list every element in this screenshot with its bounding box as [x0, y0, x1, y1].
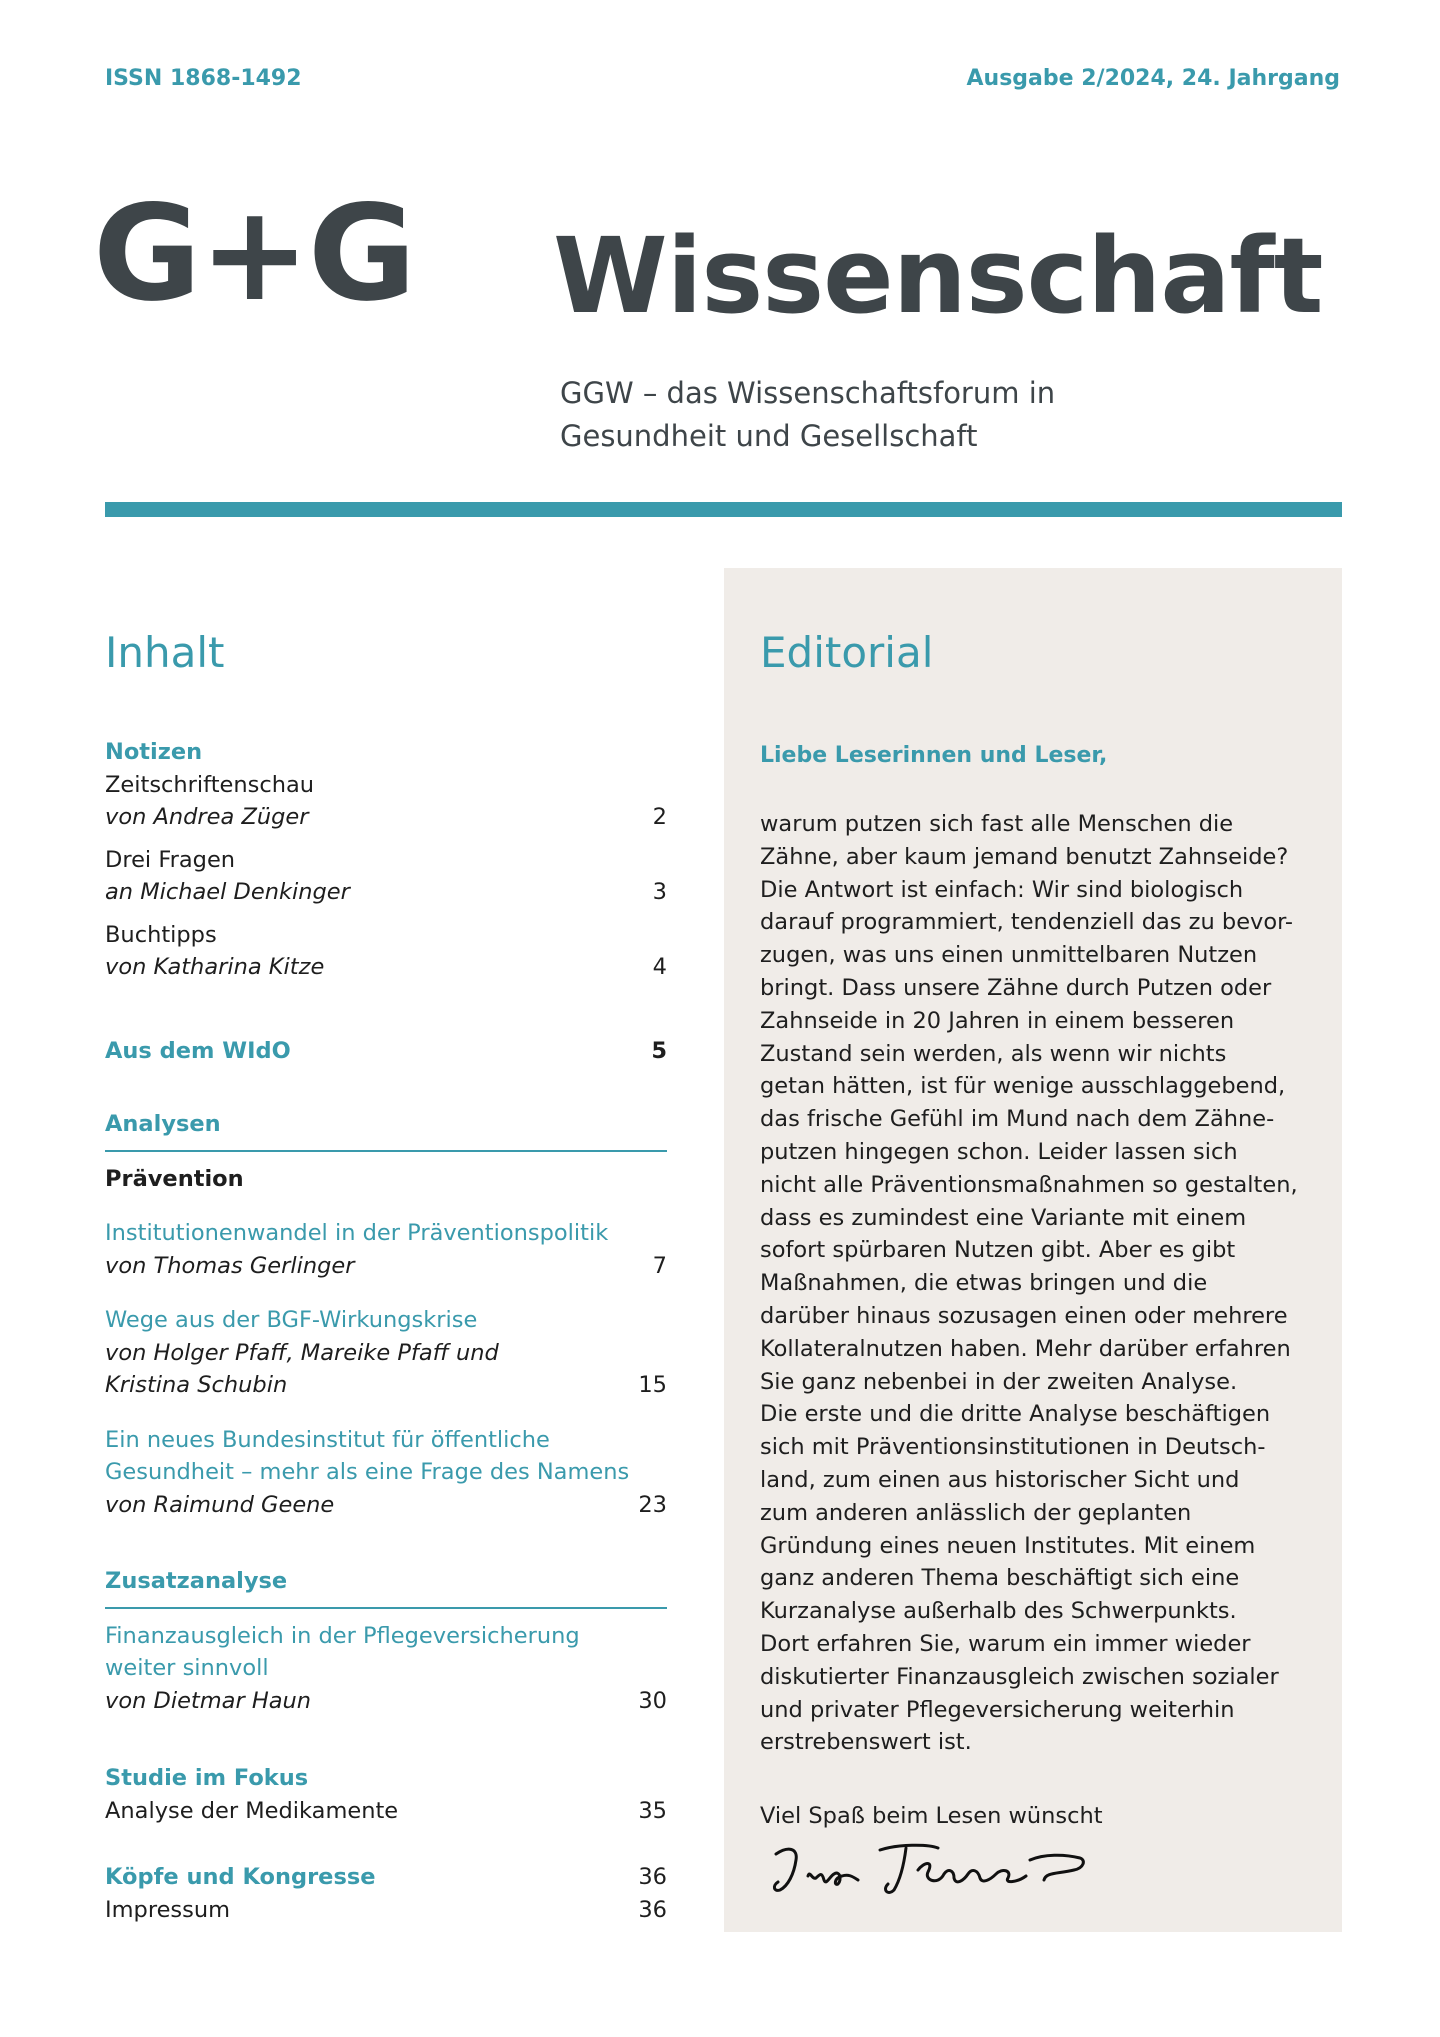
editorial-line: Maßnahmen, die etwas bringen und die: [760, 1270, 1208, 1297]
toc-entry-title: Analyse der Medikamente: [105, 1797, 399, 1824]
toc-entry-title[interactable]: Drei Fragen: [105, 846, 236, 873]
toc-page-number: 36: [638, 1864, 667, 1890]
toc-page-number: 23: [638, 1491, 667, 1518]
toc-page-number: 7: [652, 1252, 667, 1279]
editorial-line: sofort spürbaren Nutzen gibt. Aber es gibt: [760, 1237, 1236, 1264]
issn-label: ISSN 1868-1492: [105, 66, 302, 91]
toc-section-title: Aus dem WIdO: [105, 1038, 291, 1064]
toc-entry[interactable]: [105, 951, 667, 984]
editorial-line: zum anderen anlässlich der geplanten: [760, 1499, 1192, 1526]
toc-entry-title[interactable]: Institutionenwandel in der Präventionspolitik: [105, 1220, 609, 1246]
editorial-line: Gründung eines neuen Institutes. Mit einem: [760, 1532, 1256, 1559]
editorial-line: Die erste und die dritte Analyse beschäftigen: [760, 1401, 1271, 1428]
editorial-heading: Editorial: [760, 628, 934, 677]
header-rule: [105, 502, 1342, 517]
signature-image: [768, 1840, 1098, 1900]
toc-entry[interactable]: [105, 801, 667, 834]
toc-entry[interactable]: [105, 1685, 667, 1718]
magazine-logo: G+G: [93, 177, 415, 331]
toc-section-title: Analysen: [105, 1111, 221, 1137]
subtitle-line-2: Gesundheit und Gesellschaft: [560, 419, 978, 453]
toc-entry-author: von Katharina Kitze: [105, 954, 325, 980]
toc-page-number: 35: [638, 1797, 667, 1824]
toc-entry-author: an Michael Denkinger: [105, 879, 350, 905]
section-divider: [105, 1150, 667, 1152]
editorial-body: [760, 808, 1325, 1759]
toc-entry[interactable]: [105, 876, 667, 909]
toc-page-number: 4: [652, 954, 667, 980]
editorial-closing: Viel Spaß beim Lesen wünscht: [760, 1803, 1103, 1829]
toc-section-title: Notizen: [105, 739, 203, 765]
section-divider: [105, 1607, 667, 1609]
editorial-line: Zähne, aber kaum jemand benutzt Zahnseide?: [760, 843, 1289, 870]
editorial-line: bringt. Dass unsere Zähne durch Putzen oder: [760, 974, 1272, 1001]
toc-entry-title[interactable]: weiter sinnvoll: [105, 1655, 269, 1681]
toc-page-number: 5: [651, 1038, 667, 1064]
toc-topic: Prävention: [105, 1165, 244, 1192]
magazine-subtitle: [560, 372, 1320, 458]
toc-entry-author: von Raimund Geene: [105, 1491, 335, 1518]
toc-section-title: Köpfe und Kongresse: [105, 1864, 376, 1890]
editorial-line: Kurzanalyse außerhalb des Schwerpunkts.: [760, 1598, 1237, 1625]
toc-entry-author: Kristina Schubin: [105, 1372, 288, 1398]
toc-entry-title[interactable]: Wege aus der BGF-Wirkungskrise: [105, 1307, 478, 1333]
editorial-line: erstrebenswert ist.: [760, 1729, 972, 1756]
editorial-line: dass es zumindest eine Variante mit einem: [760, 1204, 1247, 1231]
editorial-line: diskutierter Finanzausgleich zwischen sozialer: [760, 1663, 1279, 1690]
editorial-line: darauf programmiert, tendenziell das zu bevor-: [760, 909, 1294, 936]
editorial-line: getan hätten, ist für wenige ausschlaggebend,: [760, 1073, 1286, 1100]
editorial-line: darüber hinaus sozusagen einen oder mehrere: [760, 1302, 1288, 1329]
editorial-line: und privater Pflegeversicherung weiterhin: [760, 1696, 1235, 1723]
toc-page-number: 2: [652, 804, 667, 830]
toc-heading: Inhalt: [105, 628, 225, 677]
editorial-salutation: Liebe Leserinnen und Leser,: [760, 743, 1108, 768]
issue-label: Ausgabe 2/2024, 24. Jahrgang: [966, 66, 1340, 91]
toc-entry-author: von Dietmar Haun: [105, 1687, 312, 1714]
toc-entry[interactable]: [105, 1489, 667, 1522]
editorial-line: ganz anderen Thema beschäftigt sich eine: [760, 1565, 1240, 1592]
toc-entry-title: Impressum: [105, 1896, 231, 1923]
toc-zusatzanalyse: [105, 1565, 667, 1717]
toc-entry-title[interactable]: Buchtipps: [105, 921, 217, 948]
toc-entry-title[interactable]: Gesundheit – mehr als eine Frage des Namens: [105, 1459, 630, 1485]
toc-page-number: 15: [638, 1372, 667, 1398]
toc-entry-author: von Thomas Gerlinger: [105, 1252, 355, 1279]
toc-entry[interactable]: [105, 1894, 667, 1927]
editorial-line: Sie ganz nebenbei in der zweiten Analyse.: [760, 1368, 1238, 1395]
toc-entry[interactable]: [105, 1795, 667, 1828]
toc-entry-title[interactable]: Finanzausgleich in der Pflegeversicherung: [105, 1622, 580, 1649]
editorial-line: sich mit Präventionsinstitutionen in Deutsch-: [760, 1434, 1266, 1461]
editorial-line: Kollateralnutzen haben. Mehr darüber erfahren: [760, 1335, 1291, 1362]
toc-entry-author: von Andrea Züger: [105, 804, 309, 830]
toc-wido[interactable]: [105, 1035, 667, 1068]
editorial-line: nicht alle Präventionsmaßnahmen so gestalten,: [760, 1171, 1298, 1198]
toc-section-title: Zusatzanalyse: [105, 1568, 288, 1594]
toc-page-number: 30: [638, 1687, 667, 1714]
toc-page-number: 36: [638, 1896, 667, 1923]
toc-entry-title[interactable]: Zeitschriftenschau: [105, 771, 315, 798]
editorial-line: das frische Gefühl im Mund nach dem Zähne-: [760, 1106, 1275, 1133]
toc-page-number: 3: [652, 879, 667, 905]
toc-studie: [105, 1762, 667, 1827]
editorial-line: Die Antwort ist einfach: Wir sind biologisch: [760, 876, 1244, 903]
editorial-line: warum putzen sich fast alle Menschen die: [760, 811, 1234, 837]
editorial-line: Zustand sein werden, als wenn wir nichts: [760, 1040, 1227, 1067]
toc-entry[interactable]: [105, 1861, 667, 1894]
editorial-line: land, zum einen aus historischer Sicht und: [760, 1466, 1240, 1493]
toc-entry[interactable]: [105, 1250, 667, 1283]
editorial-line: zugen, was uns einen unmittelbaren Nutzen: [760, 942, 1258, 969]
toc-notizen: [105, 736, 667, 984]
toc-entry-author: von Holger Pfaff, Mareike Pfaff und: [105, 1339, 499, 1366]
toc-entry-title[interactable]: Ein neues Bundesinstitut für öffentliche: [105, 1426, 550, 1453]
toc-section-title: Studie im Fokus: [105, 1765, 309, 1791]
editorial-line: Dort erfahren Sie, warum ein immer wieder: [760, 1630, 1251, 1657]
editorial-line: putzen hingegen schon. Leider lassen sich: [760, 1138, 1238, 1165]
toc-koepfe: [105, 1861, 667, 1926]
editorial-line: Zahnseide in 20 Jahren in einem besseren: [760, 1007, 1235, 1034]
toc-analysen: [105, 1108, 667, 1521]
magazine-title: Wissenschaft: [553, 215, 1323, 337]
subtitle-line-1: GGW – das Wissenschaftsforum in: [560, 376, 1056, 410]
toc-entry[interactable]: [105, 1369, 667, 1402]
